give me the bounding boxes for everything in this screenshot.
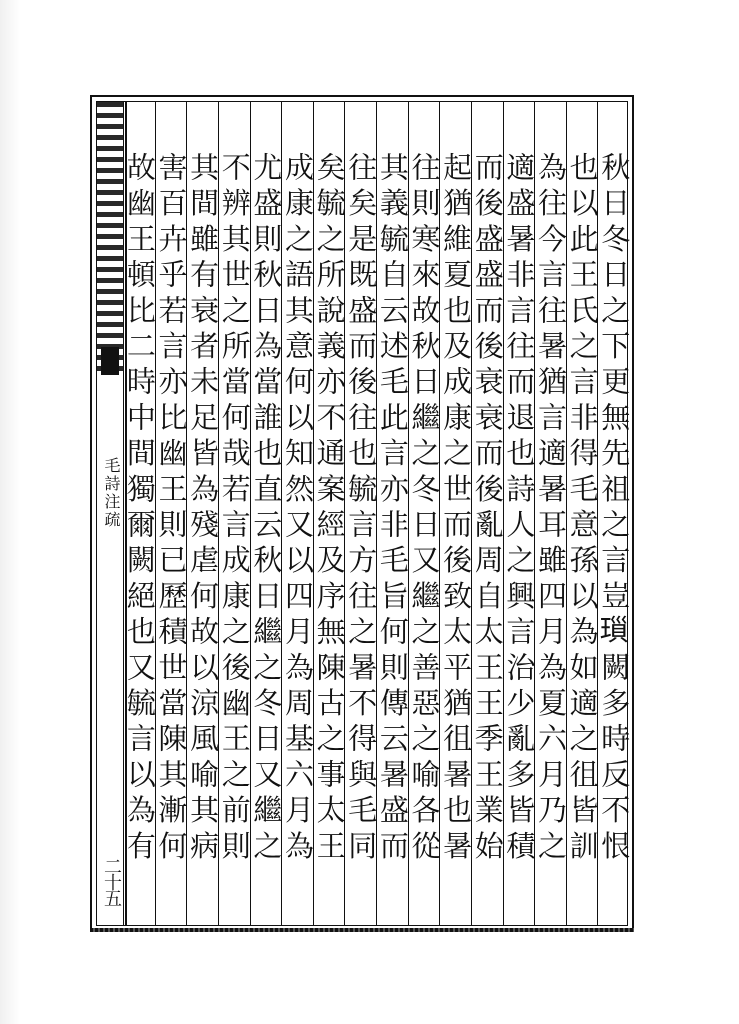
column-text: 故幽王頓比二時中間獨爾闕絕也又毓言以為有 [122,152,157,866]
page-edge [0,0,20,1024]
text-column [566,102,598,925]
text-block [96,101,632,926]
text-column [503,102,535,925]
column-text: 起猶維夏也及成康之世而後致太平猶徂暑也暑 [439,152,474,866]
margin-book-title: 毛詩注疏 [102,457,121,529]
column-text: 其義毓自云述毛此言亦非毛旨何則傳云暑盛而 [375,152,410,866]
text-column [186,102,221,925]
text-column [408,102,440,925]
text-column [218,102,250,925]
text-column [471,102,503,925]
text-column [281,102,313,925]
text-column [597,102,632,925]
column-text: 而後盛盛而後衰衰而後亂周自太王王季王業始 [470,152,505,866]
text-column [344,102,379,925]
column-text: 適盛暑非言往而退也詩人之興言治少亂多皆積 [502,152,537,866]
column-text: 其間雖有衰者未足皆為殘虐何故以涼風喻其病 [186,152,221,866]
text-column [534,102,566,925]
bottom-border [90,928,634,932]
column-text: 成康之語其意何以知然又以四月為周基六月為 [280,152,315,866]
margin-header-seal [97,102,123,377]
column-text: 往則寒來故秋日繼之冬日又繼之善惡之喻各從 [407,152,442,866]
column-text: 害百卉乎若言亦比幽王則已歷積世當陳其漸何 [154,152,189,866]
column-text: 尤盛則秋日為當誰也直云秋日繼之冬日又繼之 [249,152,284,866]
margin-folio-number: 二十五 [101,857,122,905]
column-text: 為往今言往暑猶言適暑耳雖四月為夏六月乃之 [533,152,568,866]
column-text: 秋日冬日之下更無先祖之言豈𤨏闕多時反不恨 [597,152,632,866]
page-frame [90,95,634,932]
text-column [123,102,155,925]
text-column [155,102,187,925]
column-text: 不辨其世之所當何哉若言成康之後幽王之前則 [217,152,252,866]
column-text: 往矣是既盛而後往也毓言方往之暑不得與毛同 [344,152,379,866]
fish-tail-mark [101,347,119,375]
text-column [250,102,282,925]
text-column [439,102,474,925]
text-column [376,102,408,925]
text-column [313,102,345,925]
column-text: 也以此王氏之言非得毛意孫以為如適之徂皆訓 [565,152,600,866]
column-text: 矣毓之所說義亦不通案經及序無陳古之事太王 [312,152,347,866]
